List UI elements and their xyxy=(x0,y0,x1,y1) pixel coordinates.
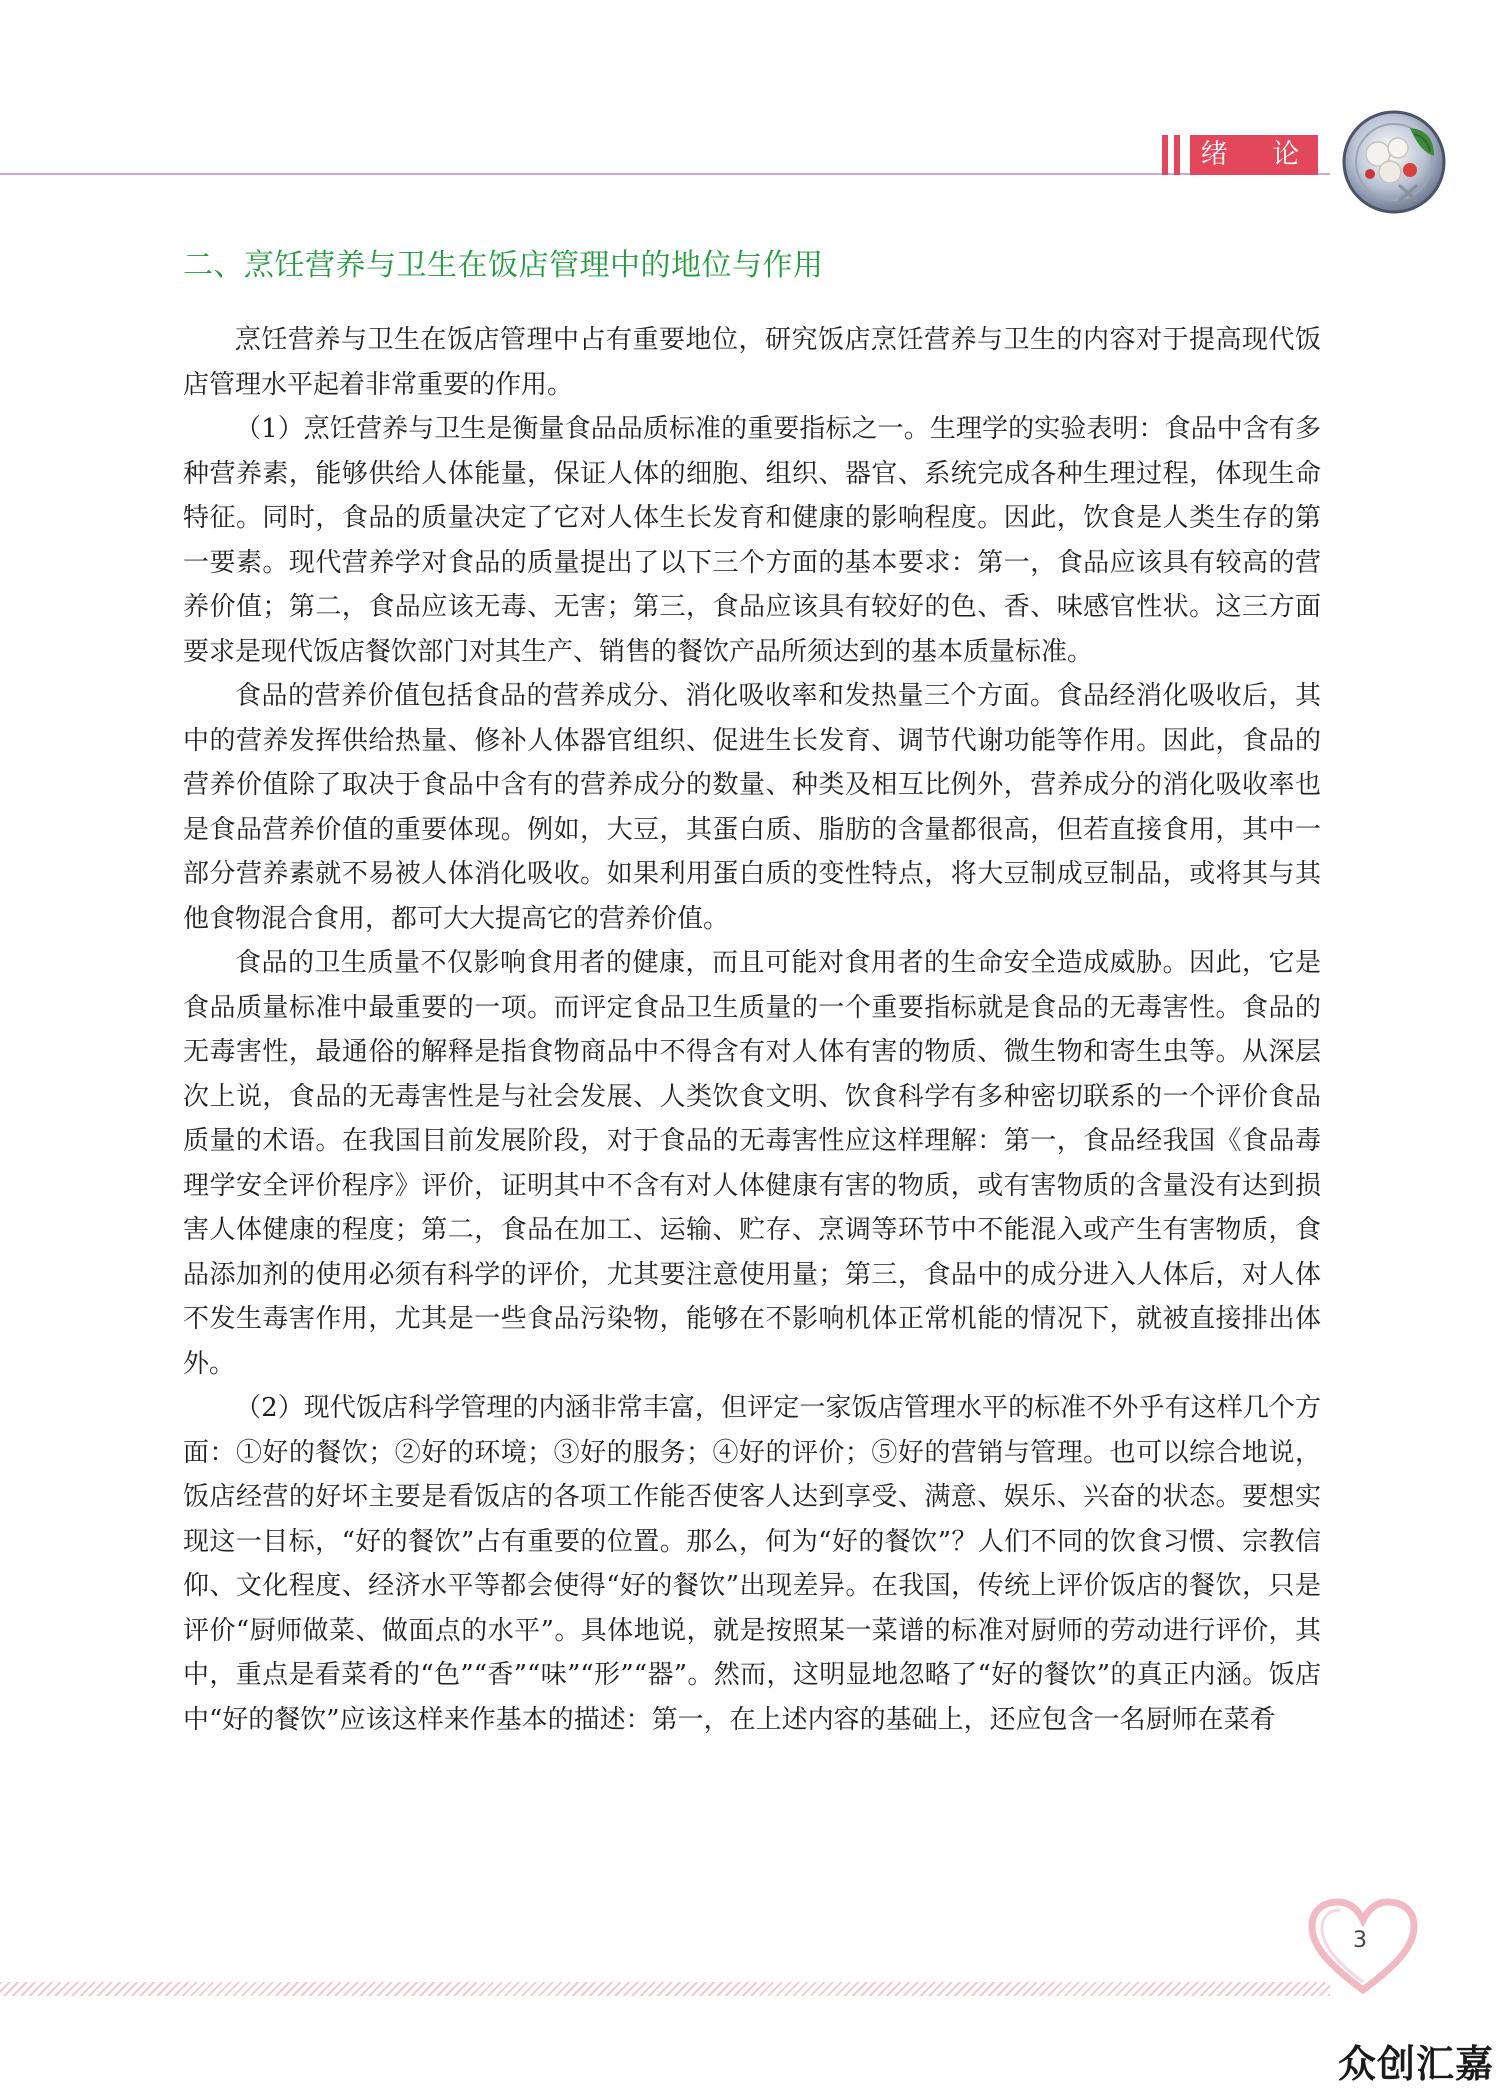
chapter-tab: 绪 论 xyxy=(1190,135,1318,175)
paragraph: 食品的营养价值包括食品的营养成分、消化吸收率和发热量三个方面。食品经消化吸收后，其中的营养发挥供给热量、修补人体器官组织、促进生长发育、调节代谢功能等作用。因此，食品的营养价值除了取决于食品中含有的营养成分的数量、种类及相互比例外，营养成分的消化吸收率也是食品营养价值的重要体现。例如，大豆，其蛋白质、脂肪的含量都很高，但若直接食用，其中一部分营养素就不易被人体消化吸收。如果利用蛋白质的变性特点，将大豆制成豆制品，或将其与其他食物混合食用，都可大大提高它的营养价值。 xyxy=(183,681,1321,934)
paragraph: （1）烹饪营养与卫生是衡量食品品质标准的重要指标之一。生理学的实验表明：食品中含有多种营养素，能够供给人体能量，保证人体的细胞、组织、器官、系统完成各种生理过程，体现生命特征。同时，食品的质量决定了它对人体生长发育和健康的影响程度。因此，饮食是人类生存的第一要素。现代营养学对食品的质量提出了以下三个方面的基本要求：第一，食品应该具有较高的营养价值；第二，食品应该无毒、无害；第三，食品应该具有较好的色、香、味感官性状。这三方面要求是现代饭店餐饮部门对其生产、销售的餐饮产品所须达到的基本质量标准。 xyxy=(183,414,1321,667)
paragraph: 食品的卫生质量不仅影响食用者的健康，而且可能对食用者的生命安全造成威胁。因此，它是食品质量标准中最重要的一项。而评定食品卫生质量的一个重要指标就是食品的无毒害性。食品的无毒害性，最通俗的解释是指食物商品中不得含有对人体有害的物质、微生物和寄生虫等。从深层次上说，食品的无毒害性是与社会发展、人类饮食文明、饮食科学有多种密切联系的一个评价食品质量的术语。在我国目前发展阶段，对于食品的无毒害性应这样理解：第一，食品经我国《食品毒理学安全评价程序》评价，证明其中不含有对人体健康有害的物质，或有害物质的含量没有达到损害人体健康的程度；第二，食品在加工、运输、贮存、烹调等环节中不能混入或产生有害物质，食品添加剂的使用必须有科学的评价，尤其要注意使用量；第三，食品中的成分进入人体后，对人体不发生毒害作用，尤其是一些食品污染物，能够在不影响机体正常机能的情况下，就被直接排出体外。 xyxy=(183,948,1321,1379)
paragraph: 烹饪营养与卫生在饭店管理中占有重要地位，研究饭店烹饪营养与卫生的内容对于提高现代饭店管理水平起着非常重要的作用。 xyxy=(183,325,1321,400)
food-plate-icon xyxy=(1340,108,1448,216)
footer-stripe xyxy=(0,1982,1330,1996)
section-title: 二、烹饪营养与卫生在饭店管理中的地位与作用 xyxy=(183,248,824,283)
header-rule xyxy=(0,173,1330,175)
page-number: 3 xyxy=(1353,1928,1367,1953)
paragraph: （2）现代饭店科学管理的内涵非常丰富，但评定一家饭店管理水平的标准不外乎有这样几个方面：①好的餐饮；②好的环境；③好的服务；④好的评价；⑤好的营销与管理。也可以综合地说，饭店经营的好坏主要是看饭店的各项工作能否使客人达到享受、满意、娱乐、兴奋的状态。要想实现这一目标，“好的餐饮”占有重要的位置。那么，何为“好的餐饮”？人们不同的饮食习惯、宗教信仰、文化程度、经济水平等都会使得“好的餐饮”出现差异。在我国，传统上评价饭店的餐饮，只是评价“厨师做菜、做面点的水平”。具体地说，就是按照某一菜谱的标准对厨师的劳动进行评价，其中，重点是看菜肴的“色”“香”“味”“形”“器”。然而，这明显地忽略了“好的餐饮”的真正内涵。饭店中“好的餐饮”应该这样来作基本的描述：第一，在上述内容的基础上，还应包含一名厨师在菜肴 xyxy=(183,1393,1321,1735)
body-text xyxy=(183,318,1321,1742)
watermark: 众创汇嘉 xyxy=(1337,2042,1494,2086)
